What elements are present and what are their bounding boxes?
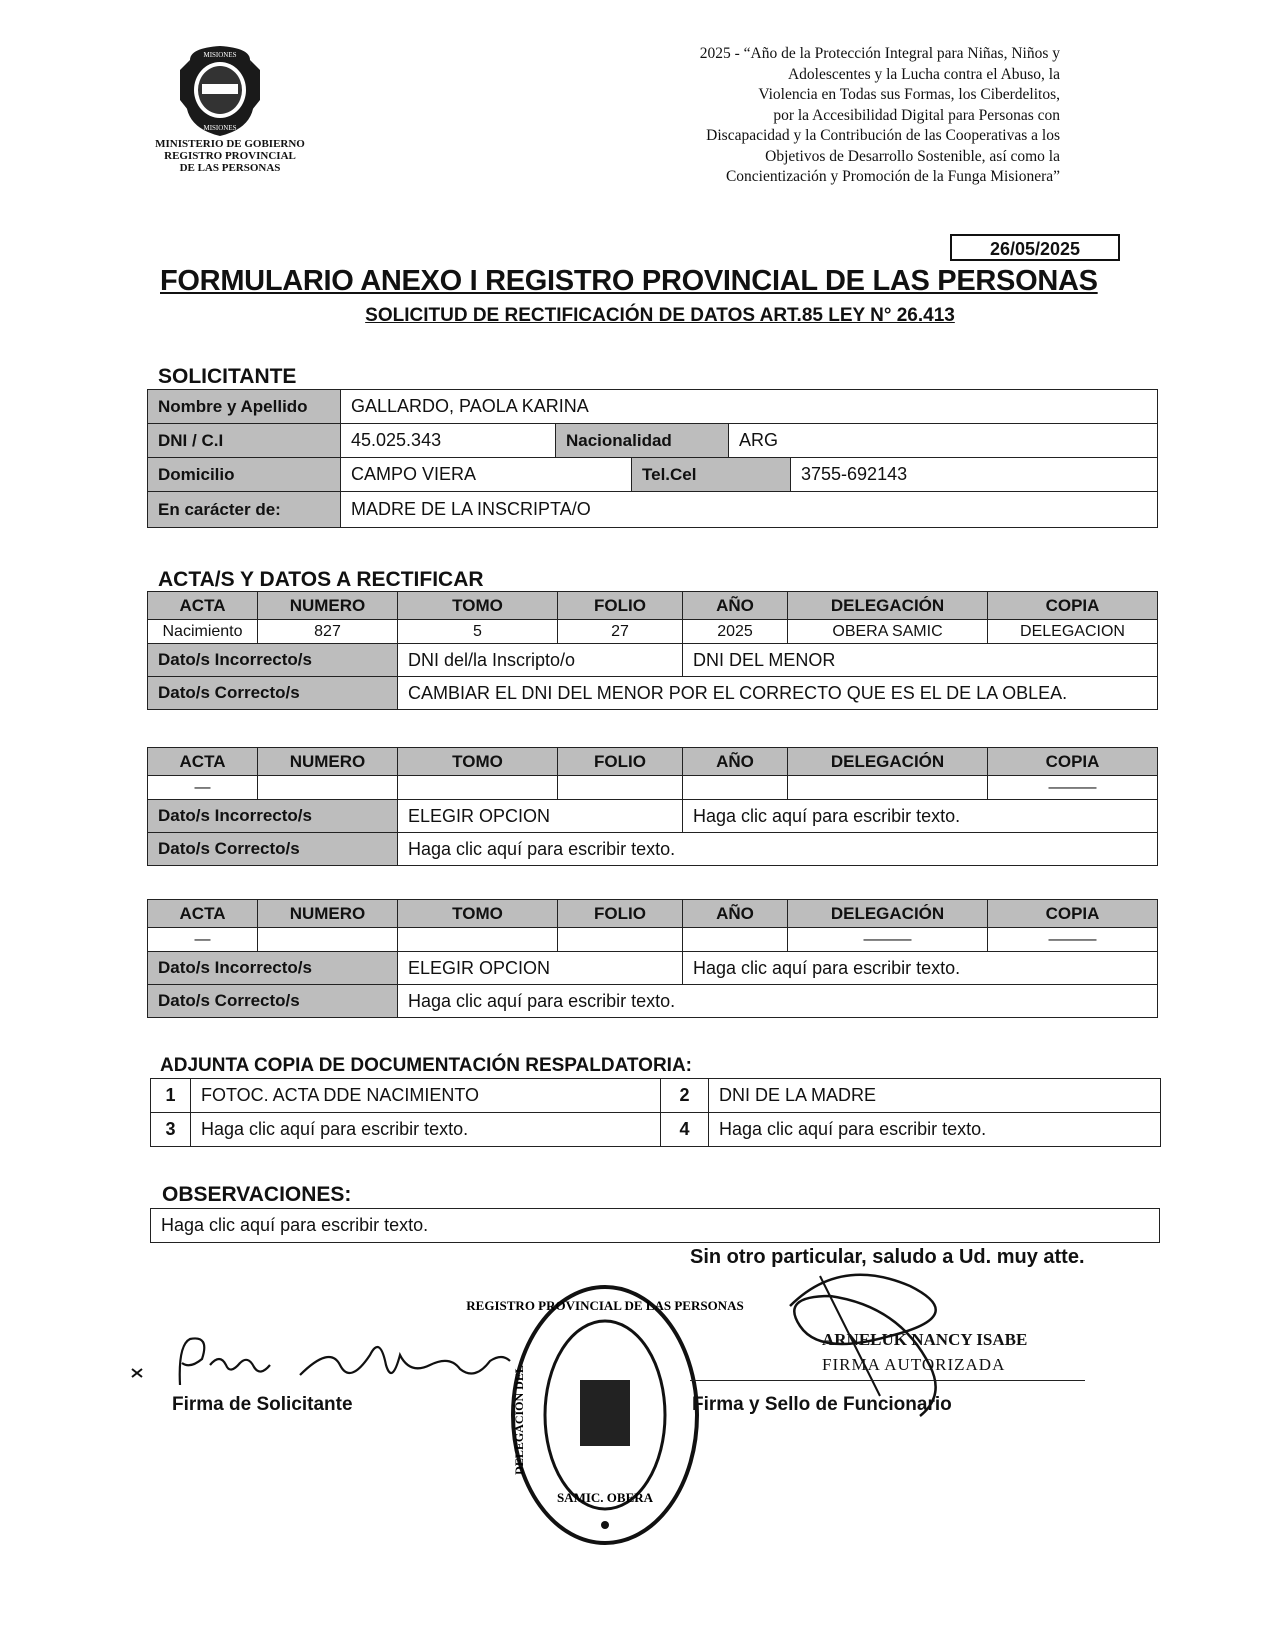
acta-cell[interactable]: ——— [988, 928, 1158, 952]
incorrect-data-field[interactable]: DNI DEL MENOR [683, 644, 1158, 677]
adjunta-item[interactable]: DNI DE LA MADRE [709, 1079, 1161, 1113]
correct-data-field[interactable]: Haga clic aquí para escribir texto. [398, 833, 1158, 866]
slogan-line: Objetivos de Desarrollo Sostenible, así como la [765, 147, 1060, 165]
funcionario-signature-line [690, 1380, 1085, 1381]
slogan-line: Adolescentes y la Lucha contra el Abuso, la [787, 65, 1060, 83]
acta-cell[interactable] [398, 776, 558, 800]
slogan-line: Discapacidad y la Contribución de las Cooperativas a los [706, 127, 1060, 144]
nacionalidad-field[interactable]: ARG [729, 424, 1158, 458]
crest-top-text: MISIONES [203, 51, 237, 59]
seal-left-text: DELEGACIÓN DEL [512, 1365, 526, 1475]
acta-column-header: DELEGACIÓN [788, 900, 988, 928]
year-slogan [515, 44, 1060, 188]
acta-column-header: NUMERO [258, 748, 398, 776]
acta-column-header: TOMO [398, 592, 558, 620]
ministry-line: MINISTERIO DE GOBIERNO [155, 138, 305, 150]
solicitante-table [147, 389, 1158, 528]
acta-column-header: ACTA [148, 592, 258, 620]
caracter-label: En carácter de: [148, 492, 341, 528]
stamp-name: ARNELUK NANCY ISABE [822, 1330, 1028, 1349]
acta-cell[interactable] [558, 928, 683, 952]
solicitante-signature-label: Firma de Solicitante [172, 1394, 353, 1415]
adjunta-number: 3 [151, 1113, 191, 1147]
acta-column-header: NUMERO [258, 592, 398, 620]
acta-cell[interactable] [258, 928, 398, 952]
adjunta-number: 2 [661, 1079, 709, 1113]
adjunta-item[interactable]: Haga clic aquí para escribir texto. [191, 1113, 661, 1147]
observaciones-field[interactable]: Haga clic aquí para escribir texto. [151, 1209, 1160, 1243]
acta-cell[interactable]: ——— [788, 928, 988, 952]
acta-cell[interactable]: — [148, 776, 258, 800]
incorrect-data-field[interactable]: Haga clic aquí para escribir texto. [683, 800, 1158, 833]
funcionario-signature-label: Firma y Sello de Funcionario [692, 1394, 952, 1415]
incorrect-data-label: Dato/s Incorrecto/s [148, 952, 398, 985]
official-seal [466, 1280, 744, 1550]
slogan-line: Violencia en Todas sus Formas, los Ciberdelitos, [758, 86, 1060, 103]
slogan-line: 2025 - “Año de la Protección Integral para Niñas, Niños y [699, 45, 1060, 62]
incorrect-option-select[interactable]: ELEGIR OPCION [398, 800, 683, 833]
acta-column-header: ACTA [148, 748, 258, 776]
adjunta-number: 4 [661, 1113, 709, 1147]
slogan-line: Concientización y Promoción de la Funga Misionera” [725, 168, 1060, 185]
acta-cell[interactable]: 827 [258, 620, 398, 644]
acta-column-header: TOMO [398, 748, 558, 776]
acta-cell[interactable]: 5 [398, 620, 558, 644]
acta-column-header: AÑO [683, 592, 788, 620]
acta-column-header: COPIA [988, 900, 1158, 928]
correct-data-field[interactable]: CAMBIAR EL DNI DEL MENOR POR EL CORRECTO QUE ES EL DE LA OBLEA. [398, 677, 1158, 710]
caracter-field[interactable]: MADRE DE LA INSCRIPTA/O [341, 492, 1158, 528]
acta-column-header: COPIA [988, 592, 1158, 620]
acta-cell[interactable]: DELEGACION [988, 620, 1158, 644]
acta-column-header: DELEGACIÓN [788, 748, 988, 776]
acta-column-header: FOLIO [558, 592, 683, 620]
incorrect-data-label: Dato/s Incorrecto/s [148, 800, 398, 833]
dni-field[interactable]: 45.025.343 [341, 424, 556, 458]
seal-bottom-text: SAMIC. OBERA [556, 1490, 654, 1505]
adjunta-item[interactable]: FOTOC. ACTA DDE NACIMIENTO [191, 1079, 661, 1113]
adjunta-item[interactable]: Haga clic aquí para escribir texto. [709, 1113, 1161, 1147]
acta-cell[interactable] [398, 928, 558, 952]
incorrect-option-select[interactable]: ELEGIR OPCION [398, 952, 683, 985]
adjunta-number: 1 [151, 1079, 191, 1113]
acta-cell[interactable] [788, 776, 988, 800]
acta-cell[interactable]: 27 [558, 620, 683, 644]
domicilio-label: Domicilio [148, 458, 341, 492]
acta-table [147, 591, 1158, 710]
acta-table [147, 899, 1158, 1018]
observaciones-heading: OBSERVACIONES: [162, 1183, 352, 1206]
acta-cell[interactable] [683, 928, 788, 952]
domicilio-field[interactable]: CAMPO VIERA [341, 458, 632, 492]
acta-cell[interactable]: OBERA SAMIC [788, 620, 988, 644]
acta-table [147, 747, 1158, 866]
acta-column-header: TOMO [398, 900, 558, 928]
acta-cell[interactable]: — [148, 928, 258, 952]
incorrect-data-field[interactable]: Haga clic aquí para escribir texto. [683, 952, 1158, 985]
acta-column-header: AÑO [683, 900, 788, 928]
nacionalidad-label: Nacionalidad [556, 424, 729, 458]
form-title: FORMULARIO ANEXO I REGISTRO PROVINCIAL DE LAS PERSONAS [160, 265, 1098, 297]
actas-heading: ACTA/S Y DATOS A RECTIFICAR [158, 568, 484, 591]
incorrect-option-select[interactable]: DNI del/la Inscripto/o [398, 644, 683, 677]
acta-column-header: FOLIO [558, 900, 683, 928]
solicitante-signature-scribble [130, 1325, 530, 1395]
ministry-name [130, 138, 330, 174]
closing-text: Sin otro particular, saludo a Ud. muy atte. [690, 1246, 1085, 1268]
solicitante-heading: SOLICITANTE [158, 365, 297, 388]
acta-column-header: ACTA [148, 900, 258, 928]
acta-column-header: COPIA [988, 748, 1158, 776]
adjunta-table [150, 1078, 1161, 1147]
observaciones-table [150, 1208, 1160, 1243]
nombre-label: Nombre y Apellido [148, 390, 341, 424]
stamp-role: FIRMA AUTORIZADA [822, 1355, 1006, 1374]
dni-label: DNI / C.I [148, 424, 341, 458]
nombre-field[interactable]: GALLARDO, PAOLA KARINA [341, 390, 1158, 424]
tel-field[interactable]: 3755-692143 [791, 458, 1158, 492]
ministry-line: REGISTRO PROVINCIAL [164, 150, 296, 162]
acta-cell[interactable] [258, 776, 398, 800]
acta-column-header: NUMERO [258, 900, 398, 928]
acta-cell[interactable]: ——— [988, 776, 1158, 800]
date-field[interactable]: 26/05/2025 [950, 234, 1120, 261]
seal-top-text: REGISTRO PROVINCIAL DE LAS PERSONAS [466, 1298, 744, 1313]
acta-column-header: AÑO [683, 748, 788, 776]
acta-column-header: FOLIO [558, 748, 683, 776]
acta-column-header: DELEGACIÓN [788, 592, 988, 620]
acta-cell[interactable] [558, 776, 683, 800]
provincial-crest-logo [150, 40, 290, 140]
form-subtitle: SOLICITUD DE RECTIFICACIÓN DE DATOS ART.85 LEY N° 26.413 [365, 305, 955, 326]
correct-data-label: Dato/s Correcto/s [148, 677, 398, 710]
crest-bottom-text: MISIONES [203, 124, 237, 132]
slogan-line: por la Accesibilidad Digital para Personas con [773, 106, 1060, 124]
acta-cell[interactable] [683, 776, 788, 800]
adjunta-heading: ADJUNTA COPIA DE DOCUMENTACIÓN RESPALDATORIA: [160, 1055, 692, 1076]
correct-data-field[interactable]: Haga clic aquí para escribir texto. [398, 985, 1158, 1018]
correct-data-label: Dato/s Correcto/s [148, 833, 398, 866]
tel-label: Tel.Cel [632, 458, 791, 492]
incorrect-data-label: Dato/s Incorrecto/s [148, 644, 398, 677]
acta-cell[interactable]: 2025 [683, 620, 788, 644]
ministry-line: DE LAS PERSONAS [179, 162, 281, 174]
correct-data-label: Dato/s Correcto/s [148, 985, 398, 1018]
acta-cell[interactable]: Nacimiento [148, 620, 258, 644]
